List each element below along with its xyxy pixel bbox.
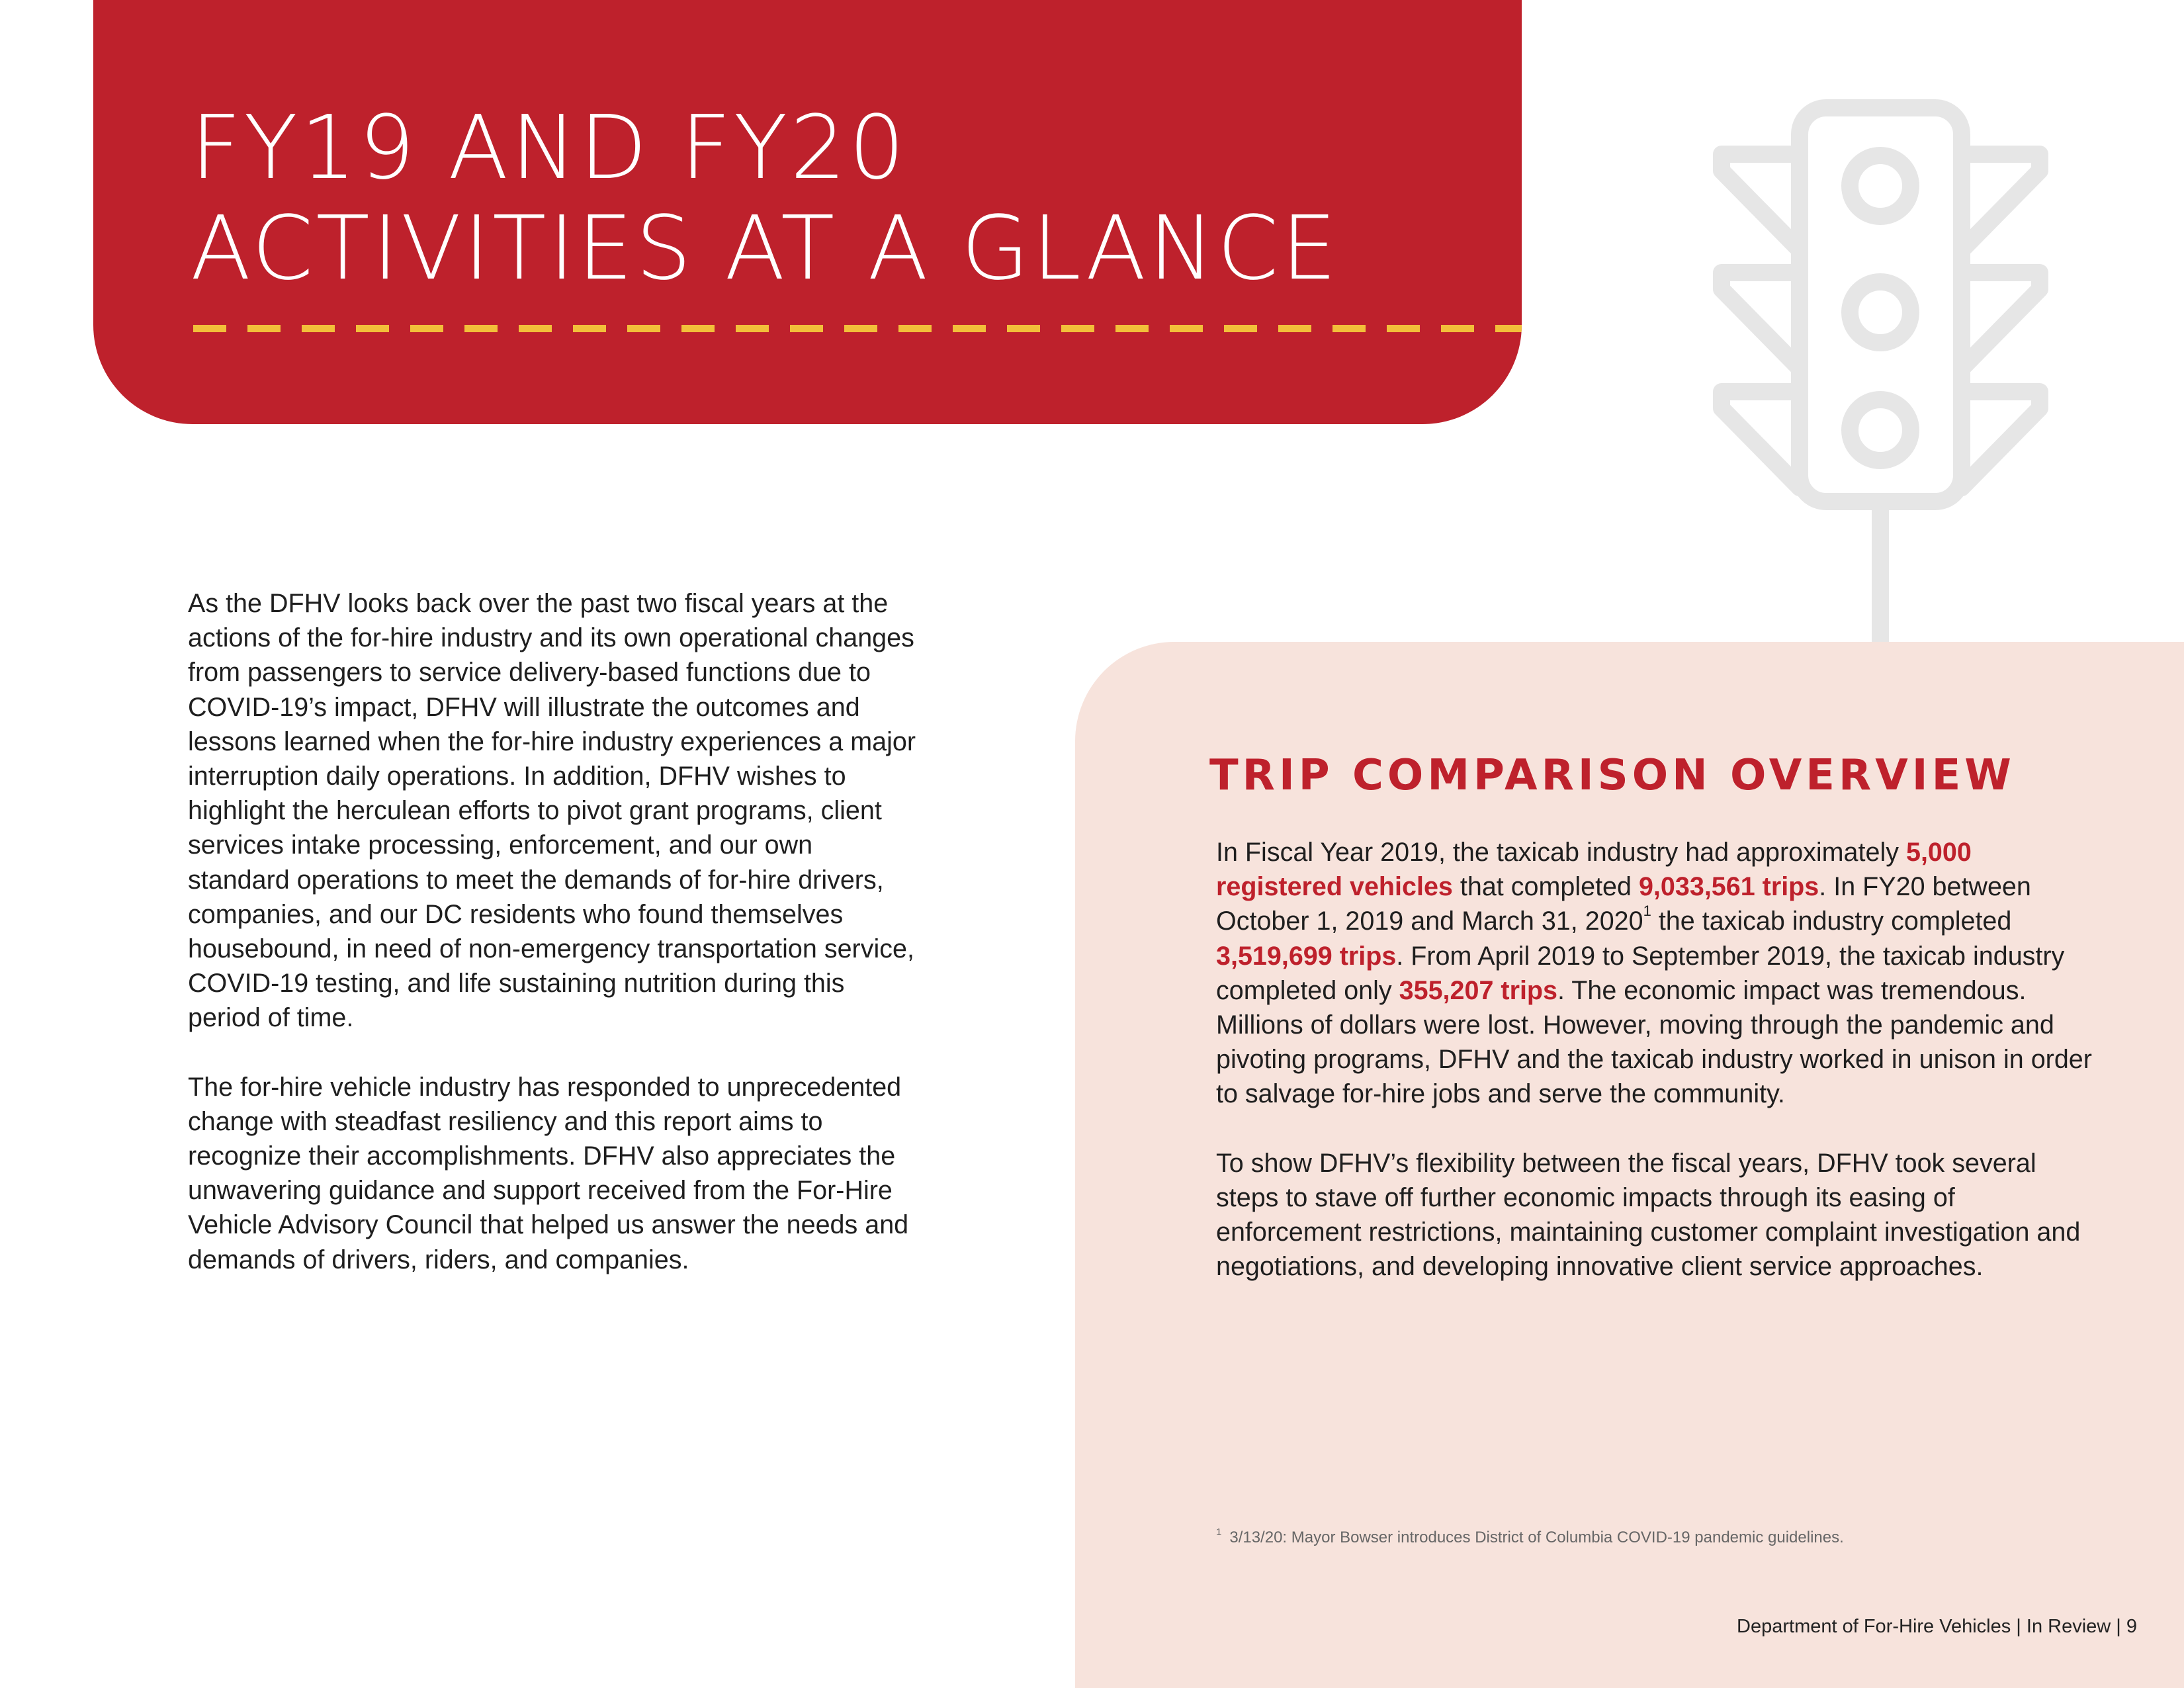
trip-comparison-text xyxy=(1216,835,2096,1318)
page-title xyxy=(191,98,1481,299)
footnote xyxy=(1216,1527,2076,1548)
section-heading: TRIP COMPARISON OVERVIEW xyxy=(1209,751,2015,800)
fy20-trips-stat: 3,519,699 trips xyxy=(1216,941,1397,971)
trip-text: the taxicab industry completed xyxy=(1651,907,2012,936)
trip-paragraph-1 xyxy=(1216,835,2096,1112)
trip-text: . In FY20 between October 1, 2019 and March 31, 2020 xyxy=(1216,872,2031,936)
registered-vehicles-stat: 5,000 registered vehicles xyxy=(1216,838,1972,902)
intro-column xyxy=(188,586,916,1311)
intro-paragraph-2: The for-hire vehicle industry has responded to unprecedented change with steadfast resiliency and this report aims to recognize their accomplishments. DFHV also appreciates the unwavering guidance and support received from the For-Hire Vehicle Advisory Council that helped us answer the needs and demands of drivers, riders, and companies. xyxy=(188,1072,909,1274)
trip-paragraph-2: To show DFHV’s flexibility between the fiscal years, DFHV took several steps to stave off further economic impacts through its easing of enforcement restrictions, maintaining customer complaint investigation and negotiations, and developing innovative client service approaches. xyxy=(1216,1148,2081,1282)
footnote-text: 3/13/20: Mayor Bowser introduces District of Columbia COVID-19 pandemic guidelines. xyxy=(1229,1529,1844,1546)
intro-paragraph-1: As the DFHV looks back over the past two fiscal years at the actions of the for-hire industry and its own operational changes from passengers to service delivery-based functions due to COVID-19’s impact, DFHV will illustrate the outcomes and lessons learned when the for-hire industry experiences a major interruption daily operations. In addition, DFHV wishes to highlight the herculean efforts to pivot grant programs, client services intake processing, enforcement, and our own standard operations to meet the demands of for-hire drivers, companies, and our DC residents who found themselves housebound, in need of non-emergency transportation service, COVID-19 testing, and life sustaining nutrition during this period of time. xyxy=(188,589,916,1033)
trip-text: . From April 2019 to September 2019, the taxicab industry completed only xyxy=(1216,941,2065,1005)
page-title-line-2: ACTIVITIES AT A GLANCE xyxy=(191,198,1340,300)
fy19-trips-stat: 9,033,561 trips xyxy=(1638,872,1819,902)
dashed-divider xyxy=(193,325,1522,332)
trip-text: that completed xyxy=(1452,872,1639,902)
traffic-light-icon xyxy=(1704,99,2058,648)
page-footer: Department of For-Hire Vehicles | In Review | 9 xyxy=(1737,1616,2137,1637)
trip-text: . The economic impact was tremendous. Millions of dollars were lost. However, moving through the pandemic and pivoting programs, DFHV and the taxicab industry worked in unison in order to salvage for-hire jobs and serve the community. xyxy=(1216,975,2092,1109)
footnote-marker: 1 xyxy=(1216,1527,1222,1538)
footnote-reference: 1 xyxy=(1643,903,1651,920)
pandemic-trips-stat: 355,207 trips xyxy=(1399,975,1558,1005)
title-banner xyxy=(93,0,1522,424)
page-title-line-1: FY19 AND FY20 xyxy=(191,97,908,199)
trip-text: In Fiscal Year 2019, the taxicab industry had approximately xyxy=(1216,838,1906,867)
